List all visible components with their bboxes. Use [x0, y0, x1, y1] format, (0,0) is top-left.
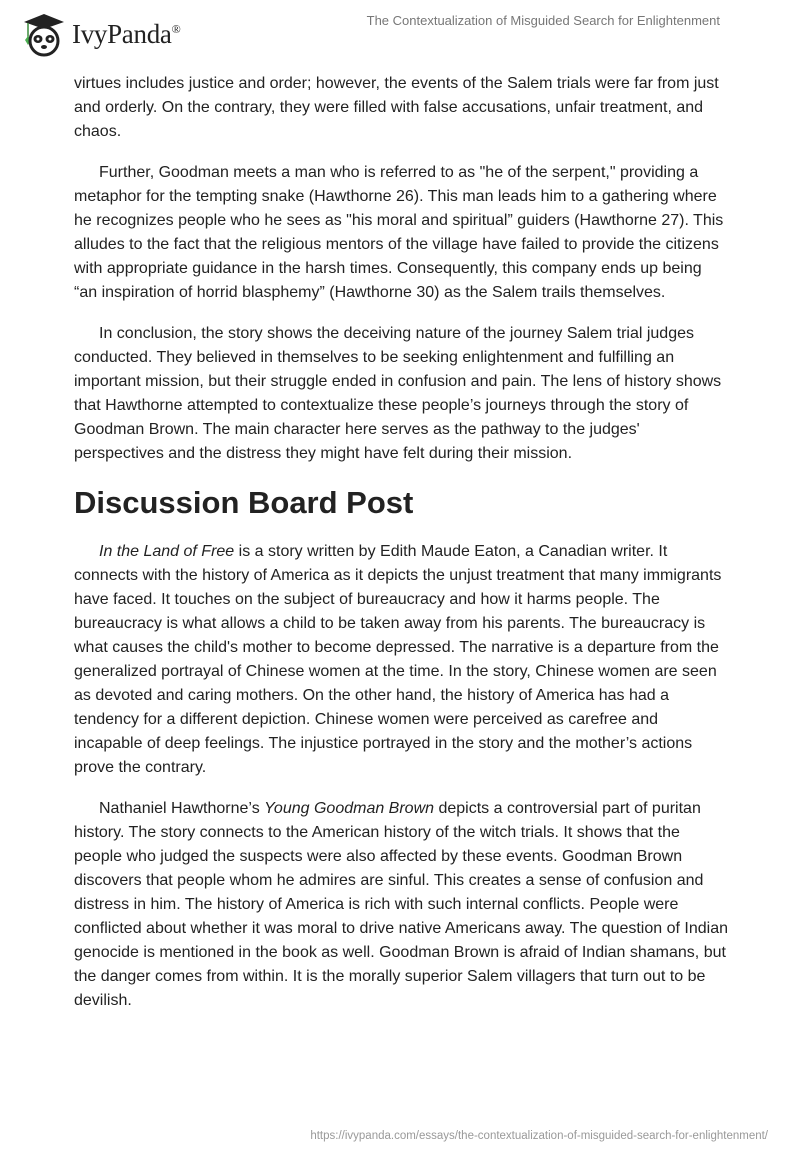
section-heading: Discussion Board Post: [74, 485, 414, 520]
paragraph: Further, Goodman meets a man who is referred to as "he of the serpent," providing a metaphor for the tempting snake (Hawthorne 26). This man leads him to a gathering where he recognizes people who he sees as "his moral and spiritual” guiders (Hawthorne 27). This alludes to the fact that the religious mentors of the village have failed to provide the citizens with appropriate guidance in the harsh times. Consequently, this company ends up being “an inspiration of horrid blasphemy” (Hawthorne 30) as the Salem trails themselves.: [74, 164, 724, 301]
logo-text: IvyPanda®: [72, 18, 181, 49]
panda-graduate-icon: [20, 10, 68, 58]
paragraph: In conclusion, the story shows the deceiving nature of the journey Salem trial judges conducted. They believed in themselves to be seeking enlightenment and fulfilling an important mission, but their struggle ended in confusion and pain. The lens of history shows that Hawthorne attempted to contextualize these people’s journeys through the story of Goodman Brown. The main character here serves as the pathway to the judges' perspectives and the distress they might have felt during their mission.: [74, 325, 722, 462]
book-title: Young Goodman Brown: [264, 800, 435, 817]
document-title: The Contextualization of Misguided Search for Enlightenment: [366, 13, 720, 28]
paragraph-text: depicts a controversial part of puritan history. The story connects to the American history of the witch trials. It shows that the people who judged the suspects were also affected by these events. Goodman Brown discovers that people whom he admires are sinful. This creates a sense of confusion and distress in him. The history of America is rich with such internal conflicts. People were conflicted about whether it was moral to drive native Americans away. The question of Indian genocide is mentioned in the book as well. Goodman Brown is afraid of Indian shamans, but the danger comes from within. It is the morally superior Salem villagers that turn out to be devilish.: [74, 800, 728, 1009]
essay-content: [74, 72, 728, 1030]
book-title: In the Land of Free: [99, 543, 235, 560]
source-url[interactable]: https://ivypanda.com/essays/the-contextualization-of-misguided-search-for-enlightenment/: [310, 1130, 768, 1142]
paragraph-text: Nathaniel Hawthorne’s: [99, 800, 265, 817]
ivypanda-logo[interactable]: [20, 10, 180, 58]
paragraph: [74, 797, 728, 1013]
paragraph: virtues includes justice and order; however, the events of the Salem trials were far from just and orderly. On the contrary, they were filled with false accusations, unfair treatment, and chaos.: [74, 75, 719, 140]
paragraph: [74, 540, 728, 780]
paragraph-text: is a story written by Edith Maude Eaton, a Canadian writer. It connects with the history of America as it depicts the unjust treatment that many immigrants have faced. It touches on the subject of bureaucracy and how it harms people. The bureaucracy is what allows a child to be taken away from his parents. The bureaucracy is what causes the child's mother to become depressed. The narrative is a departure from the generalized portrayal of Chinese women at the time. In the story, Chinese women are seen as devoted and caring mothers. On the other hand, the history of America has had a tendency for a different depiction. Chinese women were perceived as carefree and incapable of deep feelings. The injustice portrayed in the story and the mother’s actions prove the contrary.: [74, 543, 722, 776]
